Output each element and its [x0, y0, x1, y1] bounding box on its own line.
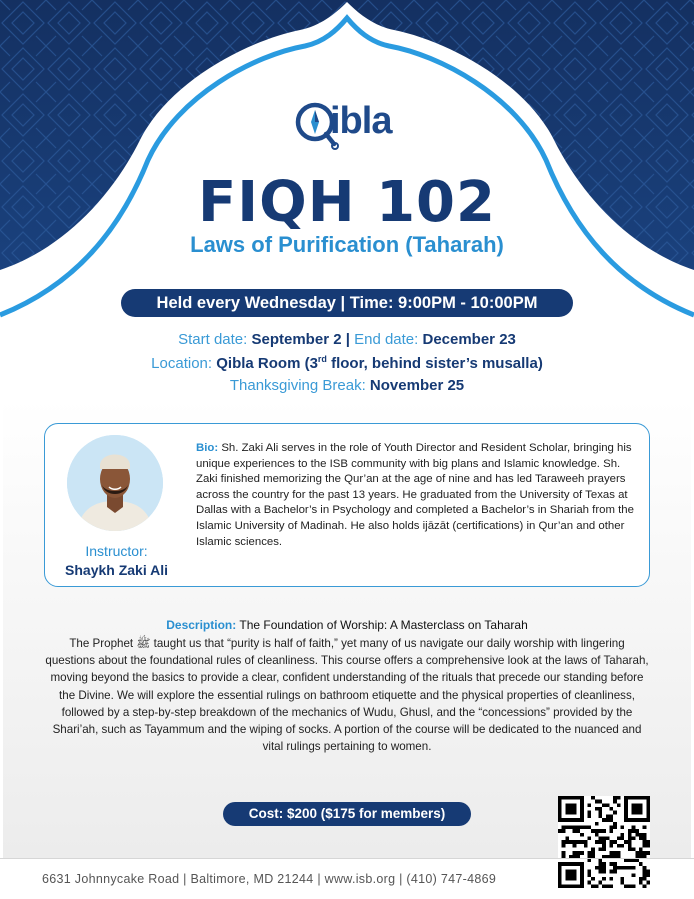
bio-label: Bio:	[196, 442, 219, 454]
break-value: November 25	[369, 377, 465, 394]
instructor-name: Shaykh Zaki Ali	[65, 562, 168, 578]
instructor-label: Instructor:	[85, 543, 148, 559]
end-date-label: End date:	[354, 331, 419, 348]
instructor-photo	[67, 435, 163, 531]
description-body: The Prophet ﷺ taught us that “purity is half of faith,” yet many of us navigate our daily worship with lingering questions about the foundational rules of cleanliness. This course offers a comprehensive look at the laws of Taharah, moving beyond the basics to provide a clear, confident understanding of the rituals that precede our standing before the Divine. We will explore the essential rulings on bathroom etiquette and the physical properties of cleanliness, followed by a step-by-step breakdown of the mechanics of Wudu, Ghusl, and the “concessions” provided by the Shari’ah, such as Tayammum and the wiping of socks. A portion of the course will be dedicated to the nuanced and vital rulings pertaining to women.	[45, 637, 649, 754]
location-label: Location:	[151, 355, 213, 372]
course-subtitle: Laws of Purification (Taharah)	[190, 232, 504, 257]
qr-code-icon[interactable]	[558, 796, 650, 888]
logo-wordmark: ibla	[330, 100, 392, 142]
bio-text: Sh. Zaki Ali serves in the role of Youth Director and Resident Scholar, bringing his unique experiences to the ISB community with big plans and Islamic knowledge. Sh. Zaki finished memorizing the Qur’an at the age of nine and has led Taraweeh prayers across the country for the past 13 years. He graduated from the University of Texas at Dallas with a Bachelor’s in Psychology and completed a Bachelor’s in Shariah from the Islamic University of Madinah. He also holds ijāzāt (certifications) in Qur’an and other Islamic sciences.	[196, 442, 634, 548]
cost-banner: Cost: $200 ($175 for members)	[223, 802, 471, 826]
location-value: Qibla Room (3rd floor, behind sister’s musalla)	[216, 354, 543, 372]
schedule-banner: Held every Wednesday | Time: 9:00PM - 10:00PM	[121, 289, 573, 317]
break-line	[0, 377, 694, 394]
description-label: Description:	[166, 618, 237, 632]
description-title: The Foundation of Worship: A Masterclass on Taharah	[239, 618, 528, 632]
dates-separator: |	[345, 331, 350, 348]
instructor-bio	[196, 441, 636, 550]
course-title: FIQH 102	[198, 170, 496, 235]
dates-line	[0, 331, 694, 348]
end-date-value: December 23	[422, 331, 516, 348]
start-date-value: September 2	[251, 331, 342, 348]
start-date-label: Start date:	[178, 331, 248, 348]
footer-divider	[0, 858, 694, 859]
location-line	[0, 354, 694, 372]
description-heading	[0, 618, 694, 632]
break-label: Thanksgiving Break:	[229, 377, 366, 394]
footer-contact: 6631 Johnnycake Road | Baltimore, MD 21244 | www.isb.org | (410) 747-4869	[42, 872, 497, 886]
